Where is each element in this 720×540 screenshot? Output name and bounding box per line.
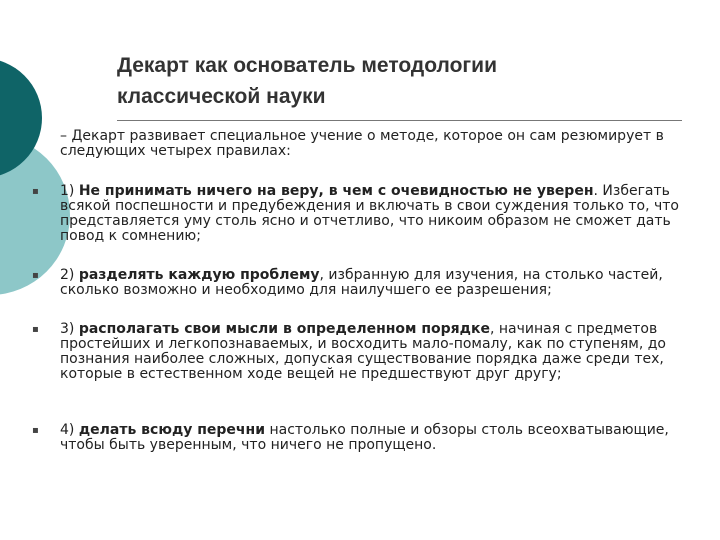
title-line-1: Декарт как основатель методологии bbox=[117, 54, 497, 77]
bullet-icon: ▪ bbox=[32, 425, 39, 436]
rule-prefix: 4) bbox=[60, 422, 79, 438]
rule-item-4 bbox=[32, 422, 690, 453]
title-divider bbox=[117, 120, 682, 121]
intro-text: – Декарт развивает специальное учение о методе, которое он сам резюмирует в следующих четырех правилах: bbox=[60, 128, 664, 159]
rule-bold-text: разделять каждую проблему bbox=[78, 267, 320, 283]
rule-bold-text: располагать свои мысли в определенном порядке bbox=[78, 321, 490, 337]
bullet-icon: ▪ bbox=[32, 270, 39, 281]
slide-title bbox=[117, 50, 677, 112]
rule-text: , избранную для изучения, на столько частей, сколько возможно и необходимо для наилучшего ее разрешения; bbox=[60, 267, 663, 298]
rule-prefix: 2) bbox=[60, 267, 79, 283]
rule-prefix: 3) bbox=[60, 321, 79, 337]
rule-bold-text: Не принимать ничего на веру, в чем с очевидностью не уверен bbox=[78, 183, 594, 199]
rule-text: настолько полные и обзоры столь всеохватывающие, чтобы быть уверенным, что ничего не пропущено. bbox=[60, 422, 669, 453]
title-line-2: классической науки bbox=[117, 85, 326, 108]
bullet-icon: ▪ bbox=[32, 324, 39, 335]
rule-item-1 bbox=[32, 183, 690, 244]
rule-prefix: 1) bbox=[60, 183, 79, 199]
rule-text: . Избегать всякой поспешности и предубеждения и включать в свои суждения только то, что представляется уму столь ясно и отчетливо, что никоим образом не сможет дать повод к сомнению; bbox=[60, 183, 679, 244]
rule-item-3 bbox=[32, 321, 690, 382]
rule-item-2 bbox=[32, 267, 690, 298]
rule-bold-text: делать всюду перечни bbox=[78, 422, 266, 438]
bullet-icon: ▪ bbox=[32, 186, 39, 197]
rule-text: , начиная с предметов простейших и легкопознаваемых, и восходить мало-помалу, как по ступеням, до познания наиболее сложных, допуская существование порядка даже среди тех, которые в естественном ходе вещей не предшествуют друг другу; bbox=[60, 321, 666, 382]
